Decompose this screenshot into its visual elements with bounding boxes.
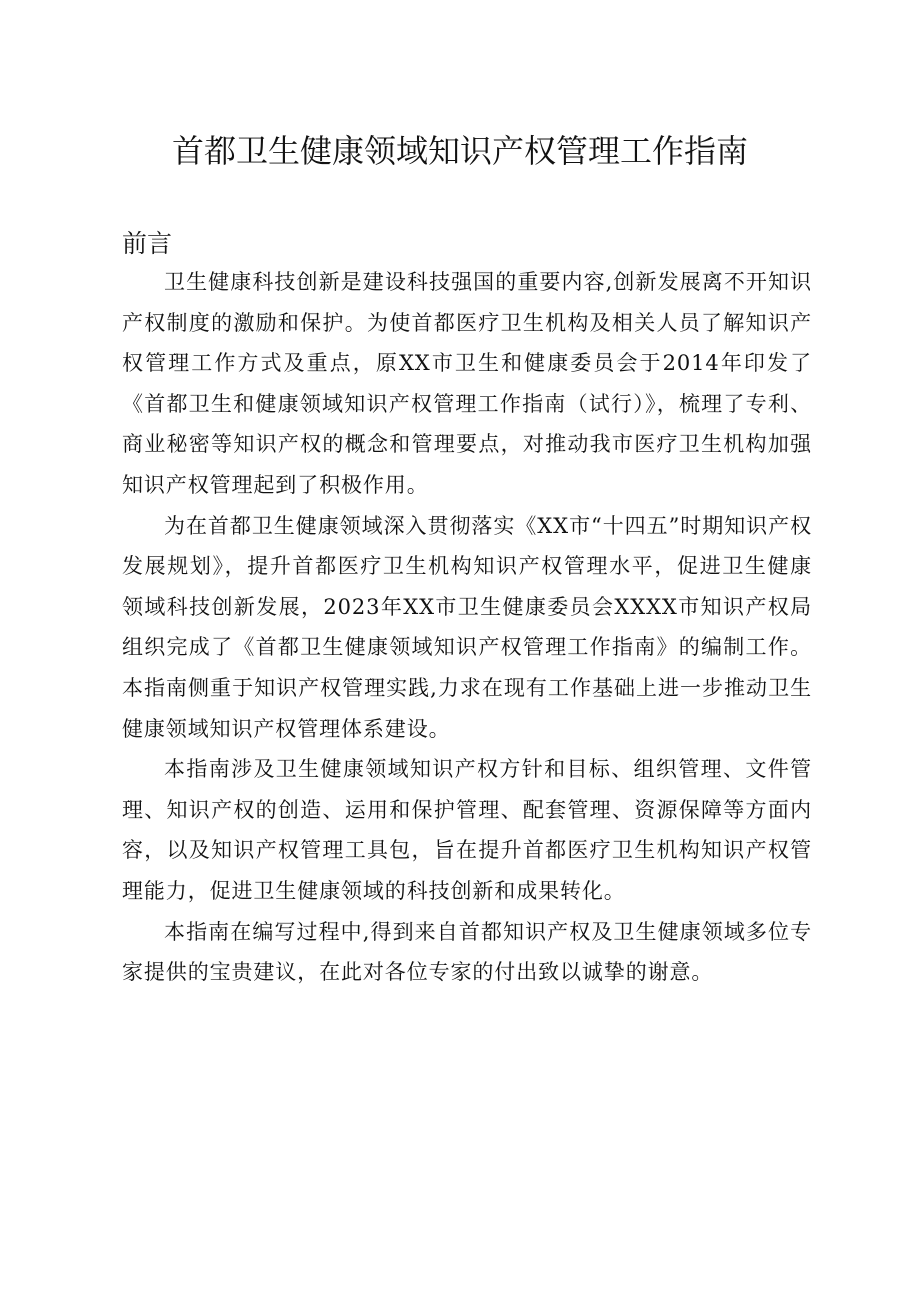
paragraph: 本指南在编写过程中,得到来自首都知识产权及卫生健康领域多位专家提供的宝贵建议，在此对各位专家的付出致以诚挚的谢意。 [122, 919, 812, 985]
paragraph: 卫生健康科技创新是建设科技强国的重要内容,创新发展离不开知识产权制度的激励和保护。为使首都医疗卫生机构及相关人员了解知识产权管理工作方式及重点，原XX市卫生和健康委员会于2014年印发了《首都卫生和健康领域知识产权管理工作指南（试行）》，梳理了专利、商业秘密等知识产权的概念和管理要点，对推动我市医疗卫生机构加强知识产权管理起到了积极作用。 [122, 270, 812, 497]
document-title: 首都卫生健康领域知识产权管理工作指南 [171, 132, 748, 170]
section-heading-preface: 前言 [122, 229, 173, 258]
paragraph: 本指南涉及卫生健康领域知识产权方针和目标、组织管理、文件管理、知识产权的创造、运用和保护管理、配套管理、资源保障等方面内容，以及知识产权管理工具包，旨在提升首都医疗卫生机构知识产权管理能力，促进卫生健康领域的科技创新和成果转化。 [122, 757, 812, 903]
preface-body [122, 262, 812, 993]
paragraph: 为在首都卫生健康领域深入贯彻落实《XX市“十四五”时期知识产权发展规划》，提升首都医疗卫生机构知识产权管理水平，促进卫生健康领域科技创新发展，2023年XX市卫生健康委员会XXXX市知识产权局组织完成了《首都卫生健康领域知识产权管理工作指南》的编制工作。本指南侧重于知识产权管理实践,力求在现有工作基础上进一步推动卫生健康领域知识产权管理体系建设。 [122, 513, 812, 741]
